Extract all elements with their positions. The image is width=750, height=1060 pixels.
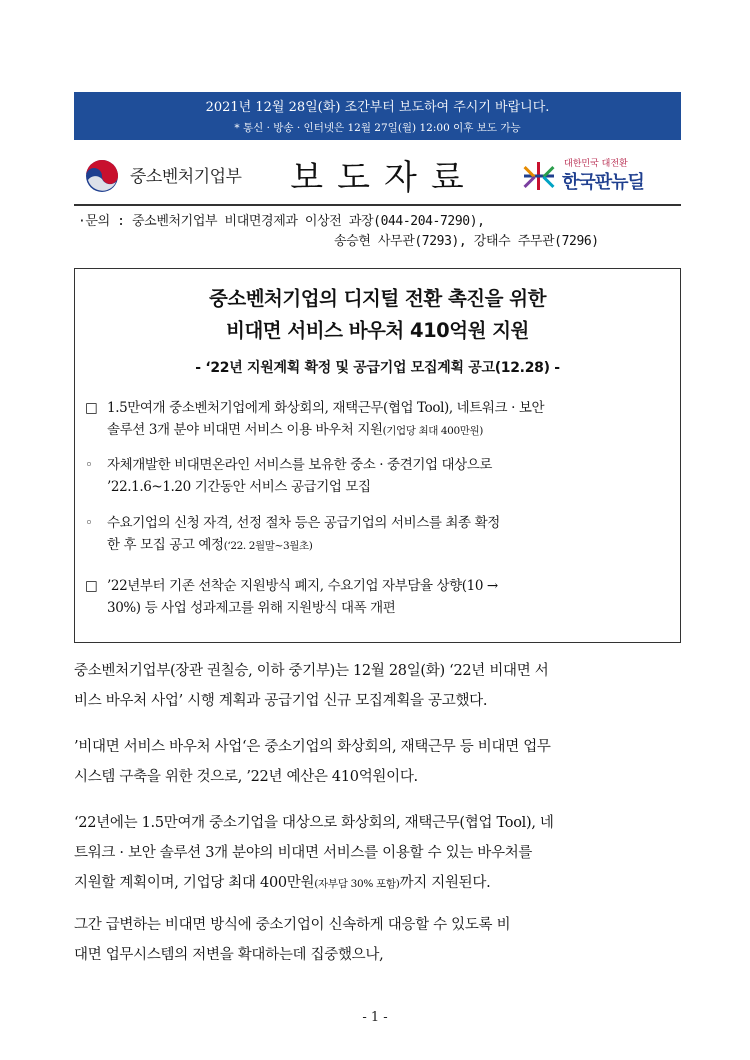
ministry-name: 중소벤처기업부 <box>130 167 242 187</box>
embargo-banner <box>74 92 681 140</box>
body-paragraph <box>74 808 681 899</box>
bullet-text: ’22년부터 기존 선착순 지원방식 폐지, 수요기업 자부담율 상향(10 → <box>107 578 498 594</box>
summary-title <box>75 283 680 347</box>
body-paragraph <box>74 732 681 792</box>
summary-title-line-2: 비대면 서비스 바우처 410억원 지원 <box>226 319 529 342</box>
press-header <box>74 146 681 204</box>
bullet-text: 자체개발한 비대면온라인 서비스를 보유한 중소 · 중견기업 대상으로 <box>107 457 493 473</box>
embargo-line-2: * 통신 · 방송 · 인터넷은 12월 27일(월) 12:00 이후 보도 가능 <box>234 122 521 134</box>
summary-bullet <box>85 512 675 557</box>
header-divider <box>74 204 681 206</box>
korean-new-deal-logo-icon <box>519 160 559 192</box>
summary-box <box>74 268 681 643</box>
summary-bullet <box>85 454 675 498</box>
circle-bullet-icon: ◦ <box>85 515 93 531</box>
press-release-title: 보도자료 <box>290 158 478 198</box>
body-line: 중소벤처기업부(장관 권칠승, 이하 중기부)는 12월 28일(화) ‘22년 비대면 서 <box>74 663 549 679</box>
body-line: 그간 급변하는 비대면 방식에 중소기업이 신속하게 대응할 수 있도록 비 <box>74 917 511 933</box>
body-line: 비스 바우처 사업’ 시행 계획과 공급기업 신규 모집계획을 공고했다. <box>74 693 488 709</box>
circle-bullet-icon: ◦ <box>85 457 93 473</box>
square-bullet-icon: □ <box>85 400 98 416</box>
body-line: ‘22년에는 1.5만여개 중소기업을 대상으로 화상회의, 재택근무(협업 Tool), 네 <box>74 815 554 831</box>
bullet-text: 1.5만여개 중소벤처기업에게 화상회의, 재택근무(협업 Tool), 네트워크 · 보안 <box>107 400 545 416</box>
page-number: - 1 - <box>362 1010 388 1025</box>
embargo-line-1: 2021년 12월 28일(화) 조간부터 보도하여 주시기 바랍니다. <box>205 100 550 115</box>
partner-subtitle: 대한민국 대전환 <box>564 159 628 169</box>
contact-info <box>78 212 678 252</box>
summary-bullet <box>85 397 675 442</box>
contact-line-1: ·문의 : 중소벤처기업부 비대면경제과 이상전 과장(044-204-7290), <box>78 214 485 229</box>
bullet-text: 수요기업의 신청 자격, 선정 절차 등은 공급기업의 서비스를 최종 확정 <box>107 515 500 531</box>
summary-subtitle: - ‘22년 지원계획 확정 및 공급기업 모집계획 공고(12.28) - <box>195 360 560 376</box>
body-line: 대면 업무시스템의 저변을 확대하는데 집중했으나, <box>74 947 384 963</box>
body-line: 지원할 계획이며, 기업당 최대 400만원(자부담 30% 포함)까지 지원된다. <box>74 875 491 891</box>
bullet-continuation: 솔루션 3개 분야 비대면 서비스 이용 바우처 지원(기업당 최대 400만원) <box>107 422 483 438</box>
body-line: 트워크 · 보안 솔루션 3개 분야의 비대면 서비스를 이용할 수 있는 바우처를 <box>74 845 533 861</box>
bullet-continuation: 한 후 모집 공고 예정(‘22. 2월말~3월초) <box>107 537 313 553</box>
bullet-continuation: 30%) 등 사업 성과제고를 위해 지원방식 대폭 개편 <box>107 600 396 616</box>
contact-line-2: 송승현 사무관(7293), 강태수 주무관(7296) <box>334 234 599 249</box>
square-bullet-icon: □ <box>85 578 98 594</box>
ministry-taeguk-logo-icon <box>84 158 120 194</box>
partner-name: 한국판뉴딜 <box>562 172 644 193</box>
bullet-continuation: ’22.1.6~1.20 기간동안 서비스 공급기업 모집 <box>107 479 371 495</box>
body-line: 시스템 구축을 위한 것으로, ’22년 예산은 410억원이다. <box>74 769 418 785</box>
summary-title-line-1: 중소벤처기업의 디지털 전환 촉진을 위한 <box>209 287 546 310</box>
body-paragraph <box>74 656 681 716</box>
body-line: ’비대면 서비스 바우처 사업‘은 중소기업의 화상회의, 재택근무 등 비대면 업무 <box>74 739 551 755</box>
body-paragraph <box>74 910 681 970</box>
summary-bullet <box>85 575 675 619</box>
